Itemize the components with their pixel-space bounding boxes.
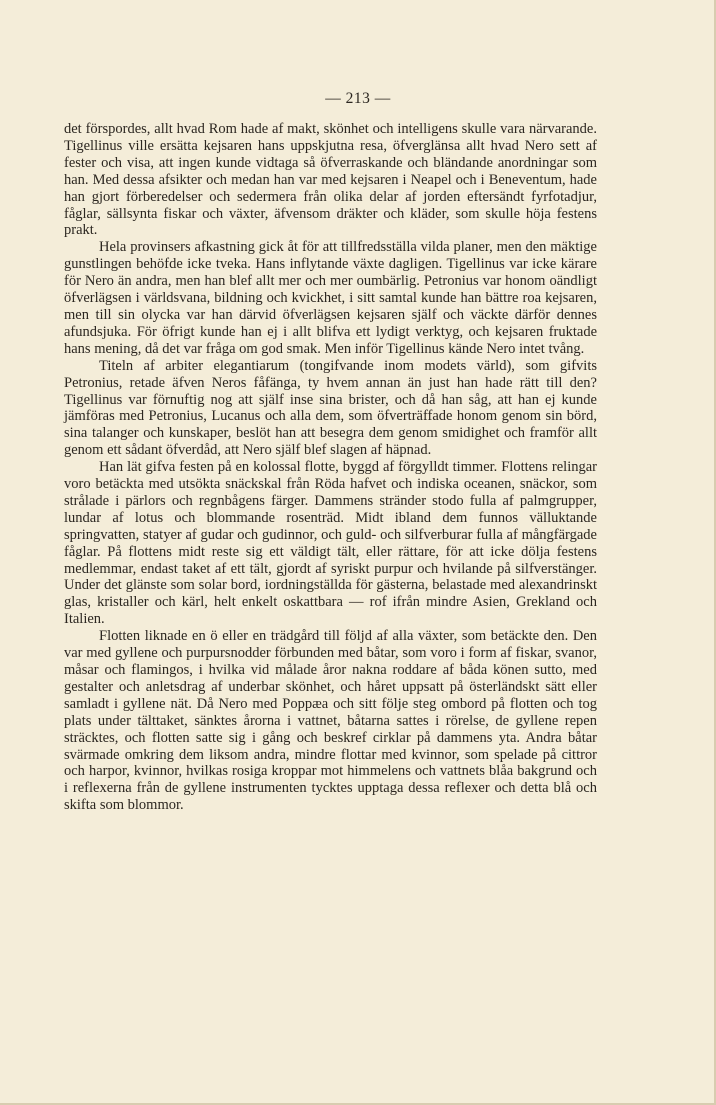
paragraph-4: Han lät gifva festen på en kolossal flotte, byggd af förgylldt timmer. Flottens relingar voro betäckta med utsökta snäckskal från Röda hafvet och indiska oceanen, snäckor, som strålade i pärlors och regnbågens färger. Dammens stränder stodo fulla af palmgrupper, lundar af lotus och blommande rosenträd. Midt ibland dem funnos välluktande springvatten, statyer af gudar och gudinnor, och guld- och silfverburar fulla af mångfärgade fåglar. På flottens midt reste sig ett väldigt tält, eller rättare, för att icke dölja festens medlemmar, endast taket af ett tält, gjordt af syriskt purpur och hvilande på silfverstänger. Under det glänste som solar bord, iordningställda för gästerna, belastade med alexandrinskt glas, kristaller och kärl, helt enkelt oskattbara — rof ifrån mindre Asien, Grekland och Italien. xyxy=(64,459,597,628)
paragraph-2: Hela provinsers afkastning gick åt för att tillfredsställa vilda planer, men den mäktige gunstlingen behöfde icke tveka. Hans inflytande växte dagligen. Tigellinus var icke kärare för Nero än andra, men han blef allt mer och mer oumbärlig. Petronius var honom oändligt öfverlägsen i världsvana, bildning och kvickhet, i sitt samtal kunde han bättre roa kejsaren, men till sin olycka var han därvid öfverlägsen kejsaren själf och väckte därför dennes afundsjuka. För öfrigt kunde han ej i allt blifva ett lydigt verktyg, och kejsaren fruktade hans mening, då det var fråga om god smak. Men inför Tigellinus kände Nero intet tvång. xyxy=(64,239,597,357)
paragraph-3: Titeln af arbiter elegantiarum (tongifvande inom modets värld), som gifvits Petronius, retade äfven Neros fåfänga, ty hvem annan än just han hade rätt till den? Tigellinus var förnuftig nog att själf inse sina brister, och då han såg, att han ej kunde jämföras med Petronius, Lucanus och alla dem, som öfverträffade honom genom sin börd, sina talanger och kunskaper, beslöt han att besegra dem genom smidighet och framför allt genom ett sådant öfverdåd, att Nero själf blef slagen af häpnad. xyxy=(64,357,597,459)
page-number: — 213 — xyxy=(325,90,391,107)
paragraph-5: Flotten liknade en ö eller en trädgård till följd af alla växter, som betäckte den. Den var med gyllene och purpursnodder förbunden med båtar, som voro i form af fiskar, svanor, måsar och flamingos, i hvilka vid målade åror nakna roddare af båda könen sutto, med gestalter och anletsdrag af underbar skönhet, och håret uppsatt på österländskt sätt eller samladt i gyllene nät. Då Nero med Poppæa och sitt följe steg ombord på flotten och tog plats under tälttaket, sänktes årorna i vattnet, båtarna sattes i rörelse, de gyllene repen sträcktes, och flotten satte sig i gång och beskref cirklar på dammens yta. Andra båtar svärmade omkring dem liksom andra, mindre flottar med kvinnor, som spelade på cittror och harpor, kvinnor, hvilkas rosiga kroppar mot himmelens och vattnets blåa bakgrund och i reflexerna från de gyllene instrumenten tycktes upptaga dessa reflexer och detta blå och skifta som blommor. xyxy=(64,628,597,814)
paragraph-1: det förspordes, allt hvad Rom hade af makt, skönhet och intelligens skulle vara närvarande. Tigellinus ville ersätta kejsaren hans uppskjutna resa, öfverglänsa allt hvad Nero sett af fester och visa, att ingen kunde vidtaga så öfverraskande och bländande anordningar som han. Med dessa afsikter och medan han var med kejsaren i Neapel och i Beneventum, hade han gjort förberedelser och sedermera från olika delar af jorden eftersändt fyrfotadjur, fåglar, sällsynta fiskar och växter, äfvensom dräkter och kläder, som skulle höja festens prakt. xyxy=(64,121,597,239)
body-text xyxy=(64,121,597,814)
